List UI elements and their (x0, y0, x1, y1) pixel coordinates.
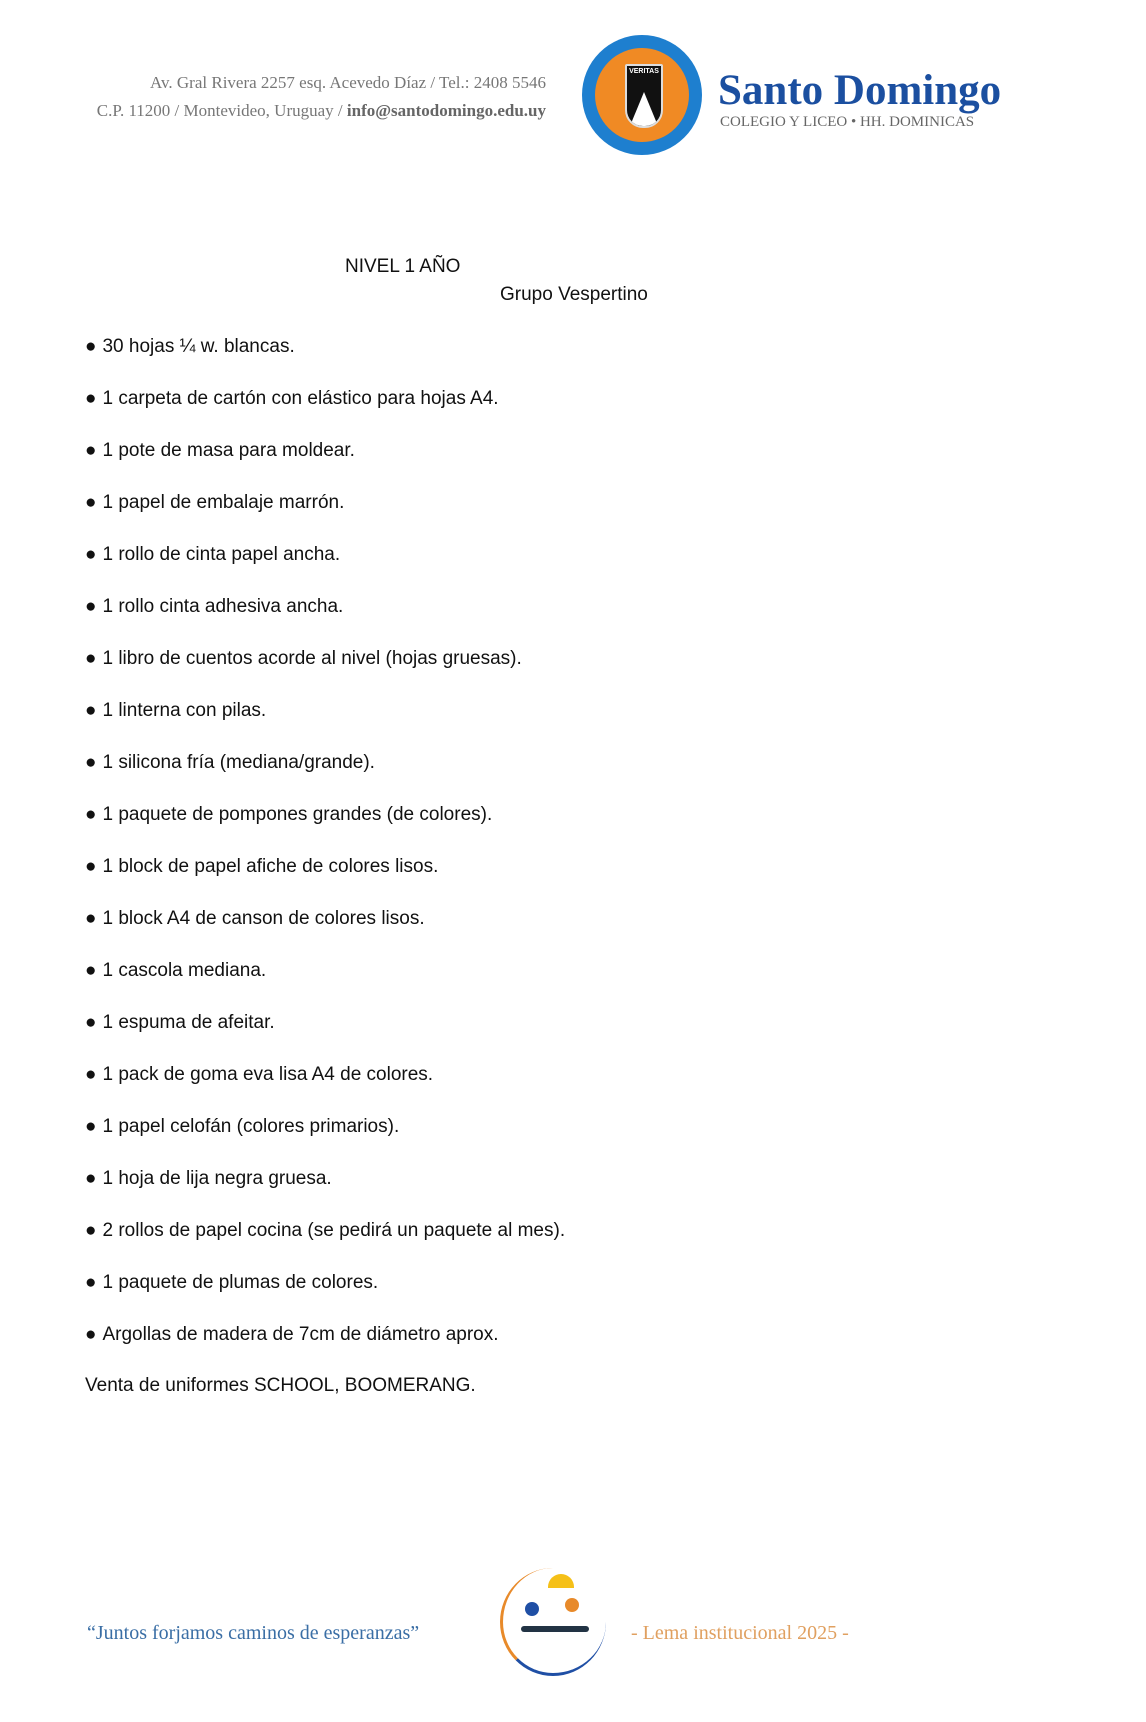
list-item (85, 492, 344, 514)
list-item (85, 960, 266, 982)
list-item-text: 1 hoja de lija negra gruesa. (102, 1168, 332, 1189)
email-link: info@santodomingo.edu.uy (346, 101, 546, 120)
list-item-text: 1 papel de embalaje marrón. (102, 492, 345, 513)
bullet-icon: ● (85, 804, 97, 825)
list-item (85, 596, 343, 618)
address-postal: C.P. 11200 / Montevideo, Uruguay / (96, 101, 347, 120)
bullet-icon: ● (85, 596, 97, 617)
level-heading: NIVEL 1 AÑO (345, 256, 461, 277)
list-item-text: 1 silicona fría (mediana/grande). (102, 752, 375, 773)
bullet-icon: ● (85, 700, 97, 721)
bullet-icon: ● (85, 1324, 97, 1345)
bullet-icon: ● (85, 908, 97, 929)
bullet-icon: ● (85, 388, 97, 409)
bullet-icon: ● (85, 752, 97, 773)
list-item-text: 1 paquete de pompones grandes (de colores). (102, 804, 493, 825)
list-item (85, 752, 375, 774)
list-item-text: 1 rollo cinta adhesiva ancha. (102, 596, 344, 617)
bullet-icon: ● (85, 960, 97, 981)
person-icon (565, 1598, 579, 1612)
bullet-icon: ● (85, 1220, 97, 1241)
brand-subtitle: COLEGIO Y LICEO • HH. DOMINICAS (720, 114, 975, 130)
list-item (85, 440, 355, 462)
bullet-icon: ● (85, 1116, 97, 1137)
list-item-text: 1 rollo de cinta papel ancha. (102, 544, 341, 565)
list-item-text: 1 block de papel afiche de colores lisos. (102, 856, 439, 877)
address-line-2 (97, 101, 546, 121)
bullet-icon: ● (85, 648, 97, 669)
bullet-icon: ● (85, 1012, 97, 1033)
list-item (85, 336, 295, 358)
list-item (85, 544, 340, 566)
list-item-text: 1 pack de goma eva lisa A4 de colores. (102, 1064, 434, 1085)
list-item (85, 1012, 275, 1034)
list-item-text: 1 cascola mediana. (102, 960, 267, 981)
list-item (85, 1324, 499, 1346)
list-item-text: Argollas de madera de 7cm de diámetro aprox. (102, 1324, 499, 1345)
list-item-text: 2 rollos de papel cocina (se pedirá un paquete al mes). (102, 1220, 566, 1241)
list-item-text: 1 libro de cuentos acorde al nivel (hojas gruesas). (102, 648, 522, 669)
list-item (85, 908, 425, 930)
list-item-text: 1 paquete de plumas de colores. (102, 1272, 379, 1293)
list-item (85, 648, 522, 670)
list-item (85, 1168, 332, 1190)
sun-icon (548, 1574, 574, 1588)
logo-text: VERITAS (629, 68, 659, 75)
list-item (85, 856, 438, 878)
bullet-icon: ● (85, 336, 97, 357)
bullet-icon: ● (85, 1168, 97, 1189)
group-heading: Grupo Vespertino (500, 284, 648, 305)
bullet-icon: ● (85, 856, 97, 877)
list-item-text: 1 papel celofán (colores primarios). (102, 1116, 400, 1137)
list-item (85, 388, 499, 410)
list-item-text: 1 carpeta de cartón con elástico para hojas A4. (102, 388, 499, 409)
list-item-text: 1 pote de masa para moldear. (102, 440, 355, 461)
person-icon (525, 1602, 539, 1616)
list-item (85, 1220, 565, 1242)
brand-name: Santo Domingo (718, 67, 1002, 114)
address-line-1: Av. Gral Rivera 2257 esq. Acevedo Díaz / Tel.: 2408 5546 (149, 73, 546, 92)
footer-motto-label: - Lema institucional 2025 - (631, 1622, 849, 1644)
list-item (85, 700, 266, 722)
motto-logo (500, 1568, 606, 1676)
footer-motto: “Juntos forjamos caminos de esperanzas” (87, 1622, 420, 1644)
bullet-icon: ● (85, 1272, 97, 1293)
list-item-text: 1 espuma de afeitar. (102, 1012, 275, 1033)
bullet-icon: ● (85, 440, 97, 461)
list-item (85, 1064, 433, 1086)
bullet-icon: ● (85, 492, 97, 513)
uniform-note: Venta de uniformes SCHOOL, BOOMERANG. (85, 1375, 476, 1396)
list-item (85, 804, 492, 826)
bullet-icon: ● (85, 544, 97, 565)
list-item-text: 1 linterna con pilas. (102, 700, 267, 721)
list-item (85, 1116, 399, 1138)
list-item-text: 1 block A4 de canson de colores lisos. (102, 908, 425, 929)
bullet-icon: ● (85, 1064, 97, 1085)
shield-icon (625, 64, 663, 128)
school-logo (582, 35, 702, 155)
list-item-text: 30 hojas ¼ w. blancas. (102, 336, 295, 357)
list-item (85, 1272, 378, 1294)
